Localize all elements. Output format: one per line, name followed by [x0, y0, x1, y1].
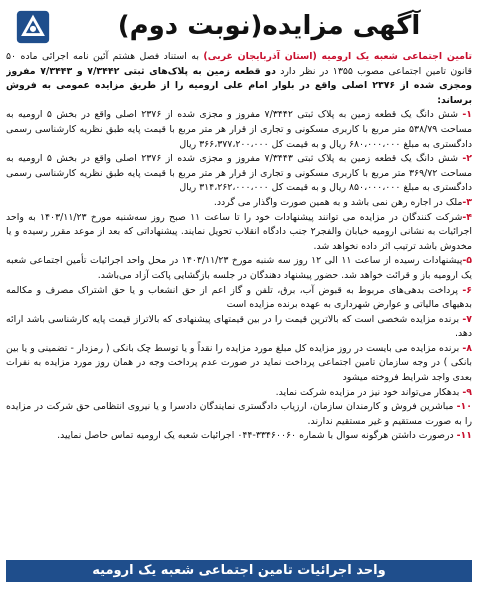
list-item	[6, 152, 472, 196]
list-item	[6, 196, 472, 211]
item-number: ۶-	[462, 284, 472, 296]
item-text: شرکت کنندگان در مزایده می توانند پیشنهادات خود را تا ساعت ۱۱ صبح روز سه‌شنبه مورخ ۱۴۰۳/۱۱/۲۳ به واحد اجرائیات به نشانی ارومیه خیابان والفجر۲ جنب دادگاه انقلاب تحویل نمایند. پیشنهاداتی که بعد از موعد مقرر رسیده و یا مخدوش باشد ترتیب اثر داده نخواهد شد.	[6, 211, 472, 252]
item-number: ۱۱-	[456, 430, 472, 442]
item-number: ۱۰-	[456, 401, 472, 413]
item-number: ۹-	[462, 386, 472, 398]
item-text: شش دانگ یک قطعه زمین به پلاک ثبتی ۷/۳۴۴۳ مفروز و مجزی شده از ۲۳۷۶ اصلی واقع در بخش ۵ ارومیه به مساحت ۳۶۹/۷۲ متر مربع با کاربری مسکونی و تجاری از قرار هر متر مربع با قیمت پایه طبق نظریه کارشناسی رسمی دادگستری به مبلغ ۸۵۰،۰۰۰،۰۰۰ ریال و به قیمت کل ۳۱۴،۲۶۲،۰۰۰،۰۰۰ ریال	[6, 153, 472, 194]
item-text: شش دانگ یک قطعه زمین به پلاک ثبتی ۷/۳۴۴۲ مفروز و مجزی شده از ۲۳۷۶ اصلی واقع در بخش ۵ ارومیه به مساحت ۵۳۸/۷۹ متر مربع با کاربری مسکونی و تجاری از قرار هر متر مربع با قیمت پایه طبق نظریه کارشناسی رسمی دادگستری به مبلغ ۶۸۰،۰۰۰،۰۰۰ ریال و به قیمت کل ۳۶۶،۳۷۷،۲۰۰،۰۰۰ ریال	[6, 109, 472, 150]
item-number: ۸-	[462, 342, 472, 354]
item-text: بدهکار می‌تواند خود نیز در مزایده شرکت نماید.	[275, 386, 463, 398]
item-text: برنده مزایده می بایست در روز مزایده کل مبلغ مورد مزایده را نقداً و یا توسط چک بانکی ( رمزدار - تضمینی و یا بین بانکی ) در وجه سازمان تامین اجتماعی پرداخت نماید در صورت عدم پرداخت وجه در همان روز مورد مزایده به نفرات بعدی واجد شرایط فروخته میشود	[6, 342, 472, 384]
item-number: ۳-	[462, 196, 472, 208]
notice-title: آگهی مزایده(نوبت دوم)	[117, 11, 421, 41]
item-number: ۵-	[462, 255, 472, 267]
item-number: ۱-	[462, 109, 472, 121]
list-item	[6, 284, 472, 313]
intro-bold: دو قطعه زمین به پلاک‌های ثبتی ۷/۳۴۴۲ و ۷/۳۴۴۳ مفروز ومجزی شده از ۲۳۷۶ اصلی واقع در بلوار امام علی ارومیه را از طریق مزایده عمومی به فروش برساند:	[6, 65, 472, 106]
list-item	[6, 108, 472, 152]
intro-text: به استناد فصل هشتم آئین نامه اجرائی ماده ۵۰ قانون تامین اجتماعی مصوب ۱۳۵۵ در نظر دارد	[6, 51, 472, 77]
intro-org: تامین اجتماعی شعبه یک ارومیه (استان آذربایجان غربی)	[203, 51, 472, 62]
item-text: برنده مزایده شخصی است که بالاترین قیمت را در بین قیمتهای پیشنهادی که بالاتراز قیمت پایه کارشناسی باشد ارائه دهد.	[6, 313, 472, 340]
item-text: مباشرین فروش و کارمندان سازمان، ارزیاب دادگستری نمایندگان دادسرا و یا نیروی انتظامی حق شرکت در مزایده را به صورت مستقیم و غیر مستقیم ندارند.	[6, 401, 472, 427]
list-item	[6, 313, 472, 342]
item-text: پرداخت بدهی‌های مربوط به قبوض آب، برق، تلفن و گاز اعم از حق انشعاب و یا حق اشتراک مصرف و مکالمه بدهیهای مالیاتی و عوارض شهرداری به عهده برنده مزایده است	[6, 284, 472, 311]
list-item	[6, 254, 472, 283]
item-number: ۲-	[462, 153, 472, 165]
list-item	[6, 429, 472, 444]
item-text: درصورت داشتن هرگونه سوال با شماره ۳۳۴۶۰۰۶۰-۰۴۴ اجرائیات شعبه یک ارومیه تماس حاصل نمایید.	[57, 430, 457, 442]
item-number: ۴-	[462, 211, 472, 223]
item-number: ۷-	[462, 313, 472, 325]
list-item	[6, 342, 472, 386]
footer-banner: واحد اجرائیات تامین اجتماعی شعبه یک ارومیه	[6, 560, 472, 582]
notice-body	[6, 50, 472, 555]
list-item	[6, 400, 472, 429]
list-item	[6, 386, 472, 401]
header	[0, 6, 478, 46]
item-text: ملک در اجاره رهن نمی باشد و به همین صورت واگذار می گردد.	[213, 196, 463, 208]
item-text: پیشنهادات رسیده از ساعت ۱۱ الی ۱۲ روز سه شنبه مورخ ۱۴۰۳/۱۱/۲۳ در محل واحد اجرائیات تأمین اجتماعی شعبه یک ارومیه باز و قرائت خواهد شد. حضور پیشنهاد دهندگان در جلسه بازگشایی پاکت آزاد می‌باشد.	[6, 255, 472, 281]
tamin-ejtemaei-logo-icon	[14, 8, 52, 46]
list-item	[6, 211, 472, 255]
intro-paragraph	[6, 50, 472, 108]
